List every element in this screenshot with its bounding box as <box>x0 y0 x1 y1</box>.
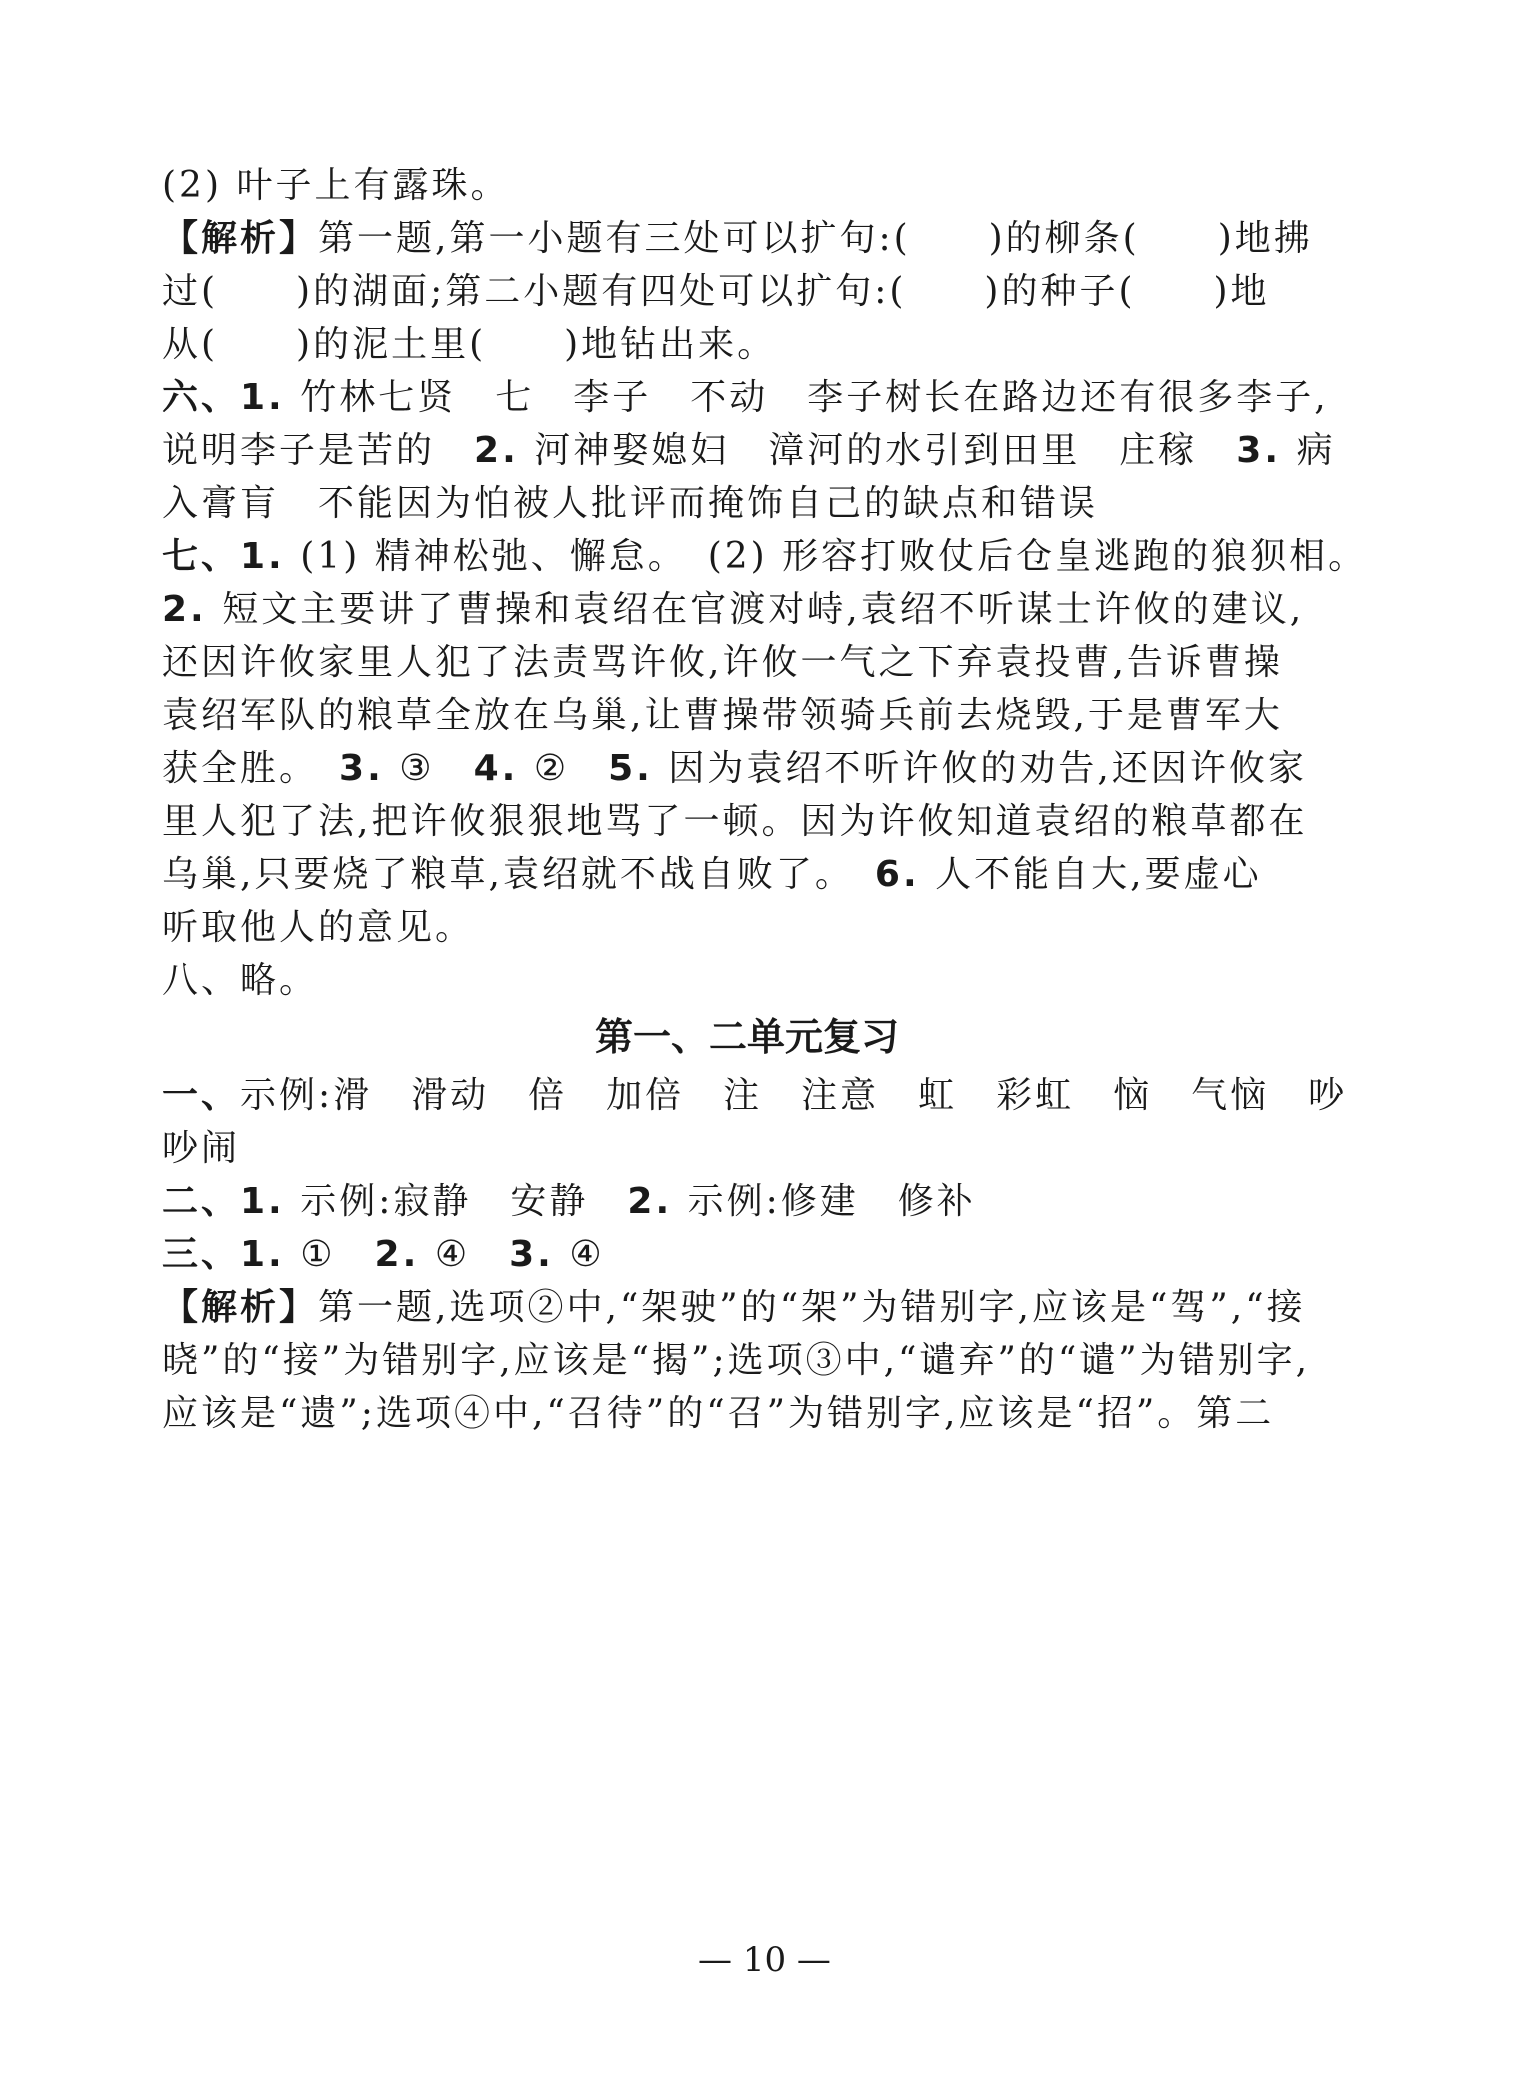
text-line: 获全胜。 3. ③ 4. ② 5. 因为袁绍不听许攸的劝告,还因许攸家 <box>162 748 1307 789</box>
question-number: 6. <box>874 854 936 895</box>
text-line: 七、1. (1) 精神松弛、懈怠。 (2) 形容打败仗后仓皇逃跑的狼狈相。 <box>162 536 1368 577</box>
text-line: 六、1. 竹林七贤 七 李子 不动 李子树长在路边还有很多李子, <box>162 377 1329 418</box>
text-line: 过( )的湖面;第二小题有四处可以扩句:( )的种子( )地 <box>162 271 1270 312</box>
question-number: 2. <box>374 1234 435 1275</box>
question-number: 2. <box>627 1181 688 1222</box>
question-number: 七、1. <box>162 536 301 577</box>
question-number: 4. <box>473 748 534 789</box>
question-number: 3. <box>339 748 400 789</box>
text-line: 【解析】第一题,选项②中,“架驶”的“架”为错别字,应该是“驾”,“接 <box>162 1287 1306 1328</box>
question-number: 一、 <box>162 1075 241 1116</box>
question-number: 2. <box>162 589 223 630</box>
question-number: 2. <box>474 430 535 471</box>
text-line: 【解析】第一题,第一小题有三处可以扩句:( )的柳条( )地拂 <box>162 218 1313 259</box>
text-line: 里人犯了法,把许攸狠狠地骂了一顿。因为许攸知道袁绍的粮草都在 <box>162 801 1308 842</box>
text-line: (2) 叶子上有露珠。 <box>162 165 510 206</box>
text-line: 还因许攸家里人犯了法责骂许攸,许攸一气之下弃袁投曹,告诉曹操 <box>162 642 1283 683</box>
text-line: 听取他人的意见。 <box>162 907 475 948</box>
text-line: 从( )的泥土里( )地钻出来。 <box>162 324 777 365</box>
question-number: 3. <box>1236 430 1297 471</box>
text-line: 二、1. 示例:寂静 安静 2. 示例:修建 修补 <box>162 1181 976 1222</box>
question-number: 3. <box>509 1234 570 1275</box>
text-line: 2. 短文主要讲了曹操和袁绍在官渡对峙,袁绍不听谋士许攸的建议, <box>162 589 1305 630</box>
question-number: 二、1. <box>162 1181 301 1222</box>
question-number: 六、1. <box>162 377 301 418</box>
text-line: 说明李子是苦的 2. 河神娶媳妇 漳河的水引到田里 庄稼 3. 病 <box>162 430 1336 471</box>
text-line: 一、示例:滑 滑动 倍 加倍 注 注意 虹 彩虹 恼 气恼 吵 <box>162 1075 1348 1116</box>
analysis-marker: 【解析】 <box>162 218 319 259</box>
text-line: 应该是“遗”;选项④中,“召待”的“召”为错别字,应该是“招”。第二 <box>162 1393 1275 1434</box>
page-number: — 10 — <box>698 1940 831 1980</box>
question-number: 5. <box>608 748 669 789</box>
text-line: 吵闹 <box>162 1128 241 1169</box>
analysis-marker: 【解析】 <box>162 1287 319 1328</box>
text-line: 三、1. ① 2. ④ 3. ④ <box>162 1234 605 1275</box>
text-line: 晓”的“接”为错别字,应该是“揭”;选项③中,“谴弃”的“谴”为错别字, <box>162 1340 1311 1381</box>
text-line: 入膏肓 不能因为怕被人批评而掩饰自己的缺点和错误 <box>162 483 1099 524</box>
text-line: 袁绍军队的粮草全放在乌巢,让曹操带领骑兵前去烧毁,于是曹军大 <box>162 695 1283 736</box>
text-line: 八、略。 <box>162 960 319 1001</box>
section-heading: 第一、二单元复习 <box>594 1015 899 1059</box>
text-line: 乌巢,只要烧了粮草,袁绍就不战自败了。 6. 人不能自大,要虚心 <box>162 854 1262 895</box>
question-number: 三、1. <box>162 1234 301 1275</box>
